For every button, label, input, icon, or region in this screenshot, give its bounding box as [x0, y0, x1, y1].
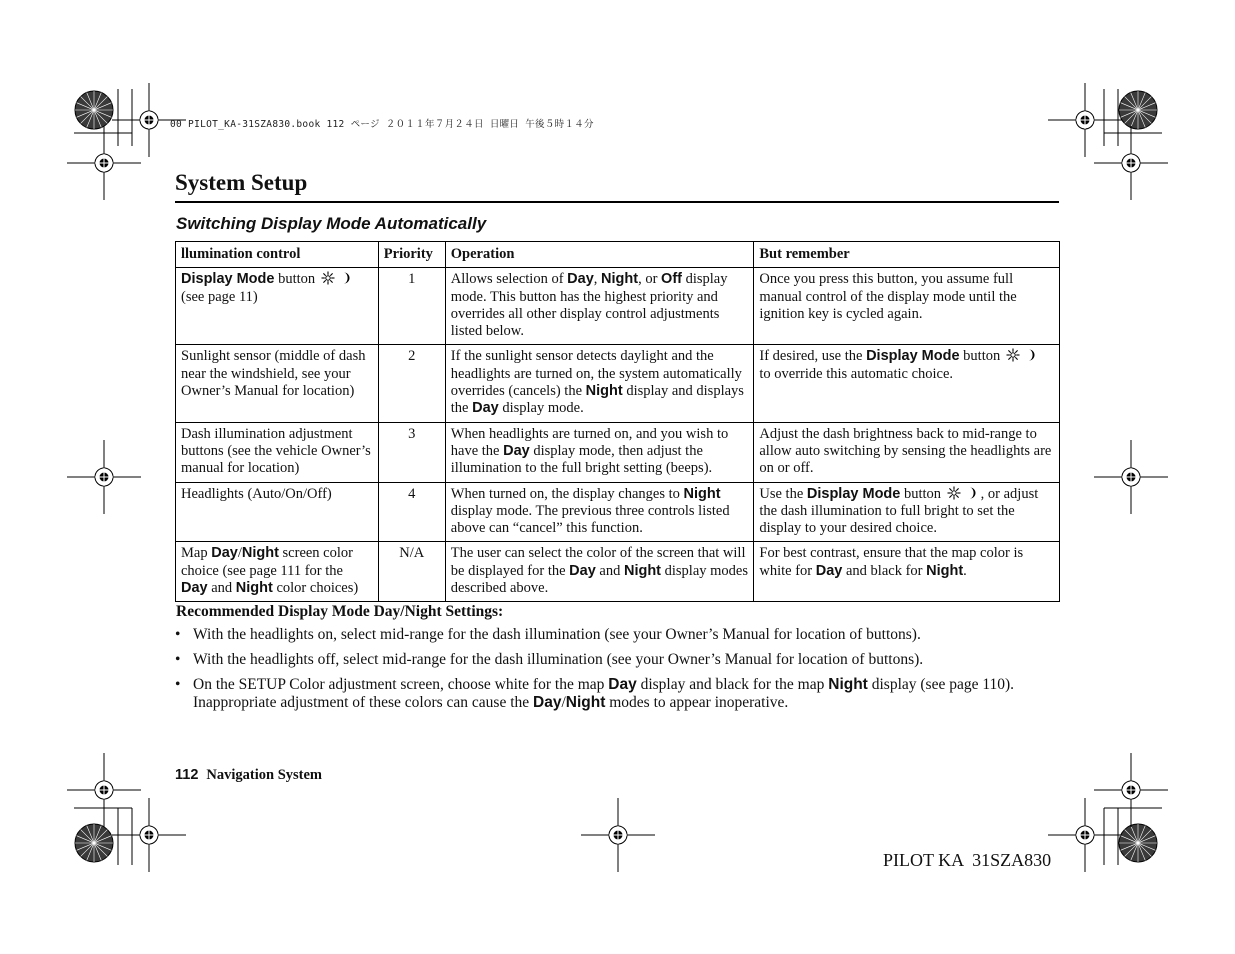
bold-term: Day — [608, 676, 637, 693]
registration-cross — [1094, 440, 1168, 514]
document-code: PILOT KA 31SZA830 — [883, 850, 1052, 870]
bold-term: Display Mode — [806, 485, 901, 502]
operation-cell: When headlights are turned on, and you wish to have the Day display mode, then adjust the illumination to the full bright setting (beeps). — [445, 422, 754, 482]
section-subtitle: Switching Display Mode Automatically — [176, 214, 487, 233]
priority-cell: 1 — [378, 268, 445, 345]
table-row — [176, 345, 1060, 422]
bold-term: Night — [828, 676, 868, 693]
bold-term: Night — [235, 580, 273, 597]
bold-term: Display Mode — [181, 271, 275, 288]
bullet-glyph: • — [175, 626, 181, 643]
table-row — [176, 542, 1060, 602]
registration-cross — [581, 798, 655, 872]
control-cell: Headlights (Auto/On/Off) — [176, 482, 379, 542]
bold-term: Night — [565, 693, 606, 711]
operation-cell: When turned on, the display changes to Night display mode. The previous three controls listed above can “cancel” this function. — [445, 482, 754, 542]
bold-term: Night — [683, 485, 721, 502]
priority-cell: N/A — [378, 542, 445, 602]
recommended-heading: Recommended Display Mode Day/Night Settings: — [176, 603, 504, 620]
remember-cell: For best contrast, ensure that the map color is white for Day and black for Night. — [754, 542, 1060, 602]
bold-term: Day — [503, 442, 530, 459]
list-item-text: With the headlights on, select mid-range for the dash illumination (see your Owner’s Manual for location of buttons). — [193, 626, 921, 643]
remember-cell: Use the Display Mode button , or adjust the dash illumination to full bright to set the display to your desired choice. — [754, 482, 1060, 542]
table-row — [176, 482, 1060, 542]
priority-cell: 4 — [378, 482, 445, 542]
recommendation-list — [175, 626, 1045, 719]
table-row — [176, 422, 1060, 482]
control-cell: Sunlight sensor (middle of dash near the windshield, see your Owner’s Manual for location) — [176, 345, 379, 422]
table-row — [176, 268, 1060, 345]
control-cell: Display Mode button (see page 11) — [176, 268, 379, 345]
bold-term: Night — [241, 545, 279, 562]
bullet-glyph: • — [175, 676, 181, 693]
title-divider — [175, 201, 1059, 203]
remember-cell: If desired, use the Display Mode button to override this automatic choice. — [754, 345, 1060, 422]
display-mode-table — [175, 241, 1060, 602]
bold-term: Day — [569, 562, 596, 579]
starburst-mark — [1119, 91, 1157, 129]
bullet-glyph: • — [175, 651, 181, 668]
registration-cross — [112, 798, 186, 872]
sun-moon-icon — [1004, 348, 1040, 362]
print-header-line: 00 PILOT_KA-31SZA830.book 112 ページ ２０１１年７月２４日 日曜日 午後５時１４分 — [170, 119, 594, 130]
registration-cross — [67, 753, 141, 827]
sun-moon-icon — [945, 486, 981, 500]
priority-cell: 3 — [378, 422, 445, 482]
bold-term: Night — [926, 562, 964, 579]
column-header: Operation — [445, 242, 754, 268]
starburst-mark — [1119, 824, 1157, 862]
sun-moon-icon — [319, 271, 355, 285]
operation-cell: The user can select the color of the screen that will be displayed for the Day and Night display modes described above. — [445, 542, 754, 602]
control-cell: Dash illumination adjustment buttons (see the vehicle Owner’s manual for location) — [176, 422, 379, 482]
registration-cross — [1048, 798, 1122, 872]
operation-cell: If the sunlight sensor detects daylight and the headlights are turned on, the system automatically overrides (cancels) the Night display and displays the Day display mode. — [445, 345, 754, 422]
bold-term: Day — [533, 693, 562, 711]
bold-term: Day — [181, 580, 208, 597]
bold-term: Day — [211, 545, 238, 562]
list-item-text: With the headlights off, select mid-range for the dash illumination (see your Owner’s Manual for location of buttons). — [193, 651, 924, 668]
registration-cross — [1094, 753, 1168, 827]
list-item-text: On the SETUP Color adjustment screen, choose white for the map Day display and black for the map Night display (see page 110). Inappropriate adjustment of these colors can cause the Day/Night modes to appear inoperative. — [193, 676, 1015, 711]
registration-cross — [1094, 126, 1168, 200]
list-item — [175, 676, 1045, 711]
bold-term: Day — [472, 400, 499, 417]
starburst-mark — [75, 91, 113, 129]
table-header-row — [176, 242, 1060, 268]
registration-cross — [1048, 83, 1122, 157]
column-header: llumination control — [176, 242, 379, 268]
bold-term: Night — [585, 383, 623, 400]
bold-term: Display Mode — [866, 348, 960, 365]
bold-term: Day — [815, 562, 843, 579]
page-title: System Setup — [175, 170, 308, 195]
list-item — [175, 626, 1045, 644]
remember-cell: Once you press this button, you assume full manual control of the display mode until the ignition key is cycled again. — [754, 268, 1060, 345]
bold-term: Day — [567, 271, 594, 288]
footer-label: Navigation System — [206, 767, 323, 783]
column-header: But remember — [754, 242, 1060, 268]
registration-cross — [67, 126, 141, 200]
priority-cell: 2 — [378, 345, 445, 422]
remember-cell: Adjust the dash brightness back to mid-range to allow auto switching by sensing the headlights are on or off. — [754, 422, 1060, 482]
bold-term: Night — [623, 562, 662, 579]
registration-cross — [67, 440, 141, 514]
page-number: 112 — [175, 767, 199, 783]
column-header: Priority — [378, 242, 445, 268]
control-cell: Map Day/Night screen color choice (see page 111 for the Day and Night color choices) — [176, 542, 379, 602]
operation-cell: Allows selection of Day, Night, or Off display mode. This button has the highest priority and overrides all other display control adjustments listed below. — [445, 268, 754, 345]
bold-term: Off — [661, 271, 682, 288]
page-footer — [175, 767, 322, 784]
bold-term: Night — [601, 271, 639, 288]
starburst-mark — [75, 824, 113, 862]
list-item — [175, 651, 1045, 669]
